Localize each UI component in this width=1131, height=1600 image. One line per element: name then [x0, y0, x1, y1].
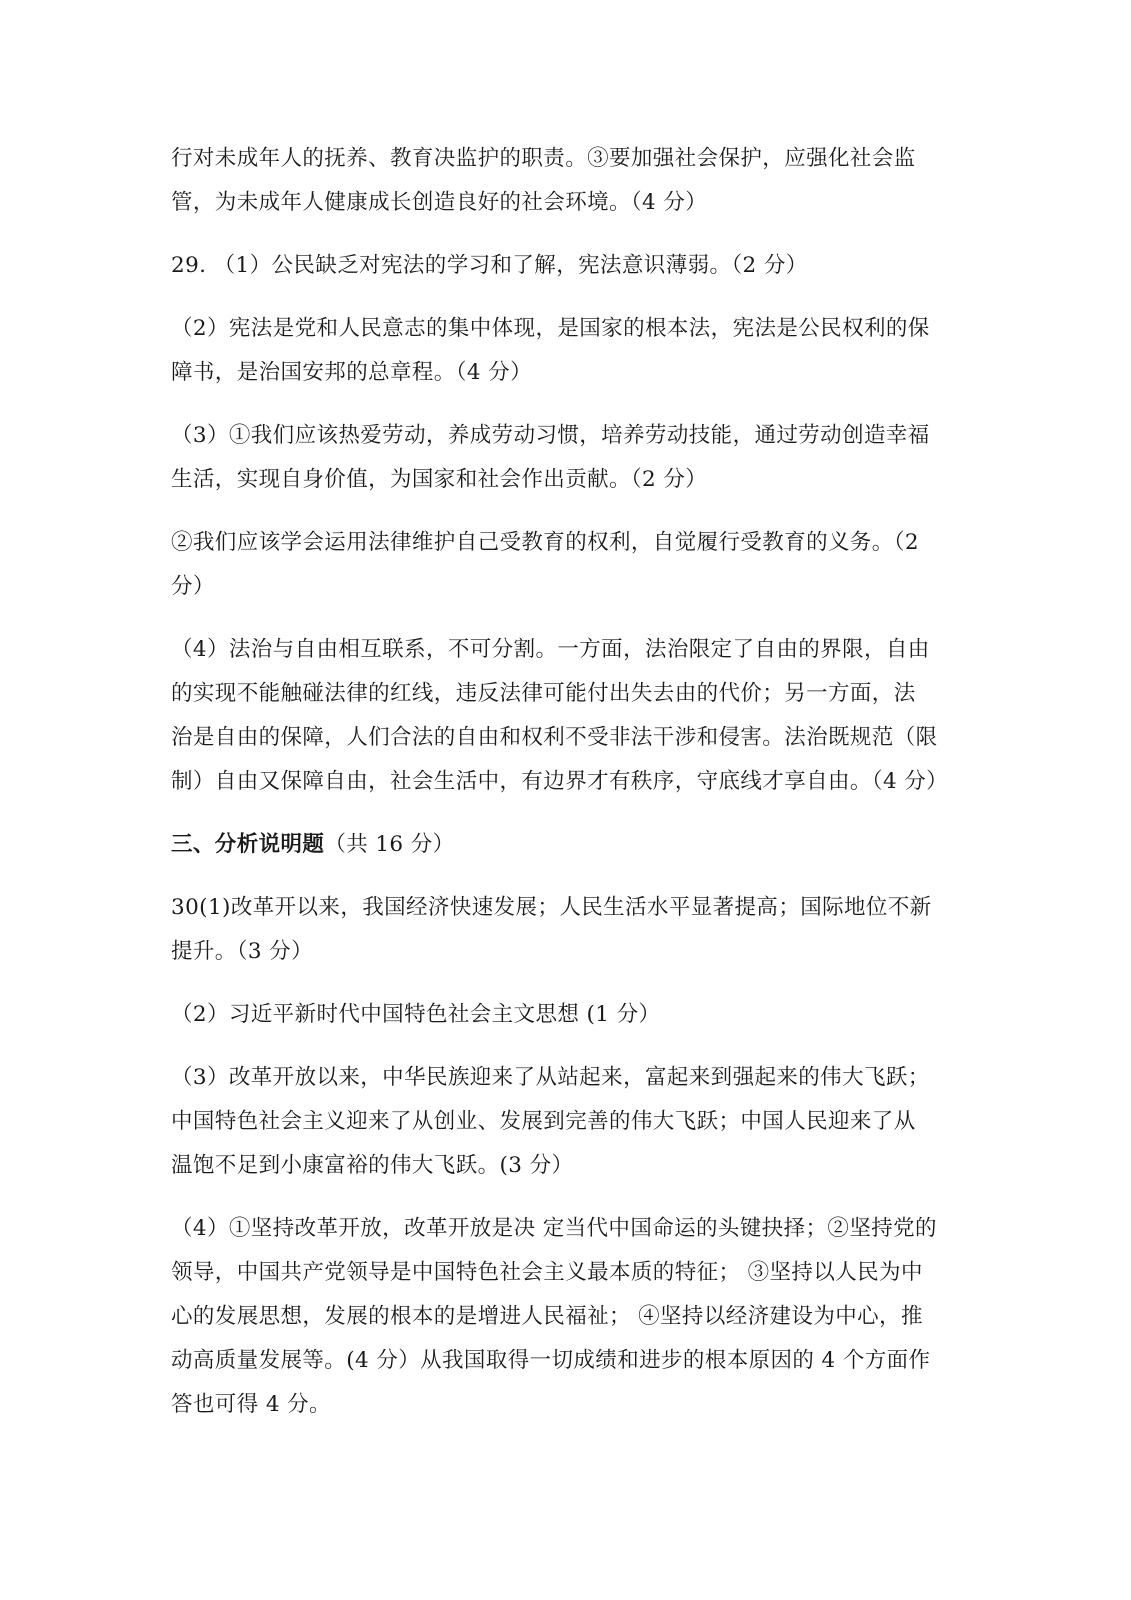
text-line: （3）①我们应该热爱劳动，养成劳动习惯，培养劳动技能，通过劳动创造幸福	[171, 423, 930, 448]
section-heading	[171, 823, 961, 867]
text-line: （2）宪法是党和人民意志的集中体现，是国家的根本法，宪法是公民权利的保	[171, 316, 930, 341]
text-line: （4）①坚持改革开放，改革开放是决 定当代中国命运的头键抉择；②坚持党的	[171, 1216, 937, 1241]
paragraph-29-1	[171, 244, 961, 288]
text-line: ②我们应该学会运用法律维护自己受教育的权利，自觉履行受教育的义务。（2	[171, 530, 919, 555]
text-line: 温饱不足到小康富裕的伟大飞跃。(3 分）	[171, 1153, 574, 1178]
paragraph-30-1	[171, 886, 961, 974]
text-line: 答也可得 4 分。	[171, 1392, 331, 1417]
text-line: 30(1)改革开以来，我国经济快速发展；人民生活水平显著提高；国际地位不新	[171, 895, 932, 920]
text-line: 领导，中国共产党领导是中国特色社会主义最本质的特征； ③坚持以人民为中	[171, 1260, 923, 1285]
paragraph-29-3-b	[171, 521, 961, 609]
text-line: 障书，是治国安邦的总章程。（4 分）	[171, 360, 532, 385]
text-line: 管，为未成年人健康成长创造良好的社会环境。（4 分）	[171, 190, 708, 215]
paragraph-29-3	[171, 414, 961, 502]
text-line: 心的发展思想，发展的根本的是增进人民福祉； ④坚持以经济建设为中心，推	[171, 1304, 923, 1329]
text-line: 的实现不能触碰法律的红线，违反法律可能付出失去由的代价；另一方面，法	[171, 681, 916, 706]
section-title: 三、分析说明题	[171, 832, 325, 857]
document-page	[171, 137, 961, 1446]
text-line: 动高质量发展等。(4 分）从我国取得一切成绩和进步的根本原因的 4 个方面作	[171, 1348, 931, 1373]
text-line: （2）习近平新时代中国特色社会主文思想 (1 分）	[171, 1002, 661, 1027]
paragraph-30-3	[171, 1056, 961, 1188]
text-line: 29. （1）公民缺乏对宪法的学习和了解，宪法意识薄弱。（2 分）	[171, 253, 808, 278]
text-line: 制）自由又保障自由，社会生活中，有边界才有秩序，守底线才享自由。（4 分）	[171, 769, 949, 794]
text-line: 分）	[171, 574, 215, 599]
text-line: 中国特色社会主义迎来了从创业、发展到完善的伟大飞跃；中国人民迎来了从	[171, 1109, 916, 1134]
paragraph-29-4	[171, 628, 961, 804]
text-line: 生活，实现自身价值，为国家和社会作出贡献。（2 分）	[171, 467, 708, 492]
paragraph-30-4	[171, 1207, 961, 1427]
text-line: 治是自由的保障，人们合法的自由和权利不受非法干涉和侵害。法治既规范（限	[171, 725, 938, 750]
text-line: 提升。（3 分）	[171, 939, 313, 964]
text-line: （3）改革开放以来，中华民族迎来了从站起来，富起来到强起来的伟大飞跃；	[171, 1065, 930, 1090]
text-line: （4）法治与自由相互联系，不可分割。一方面，法治限定了自由的界限，自由	[171, 637, 930, 662]
text-line: 行对未成年人的抚养、教育决监护的职责。③要加强社会保护，应强化社会监	[171, 146, 916, 171]
paragraph-29-2	[171, 307, 961, 395]
section-score: （共 16 分）	[324, 832, 455, 857]
paragraph-30-2	[171, 993, 961, 1037]
paragraph-28-continued	[171, 137, 961, 225]
